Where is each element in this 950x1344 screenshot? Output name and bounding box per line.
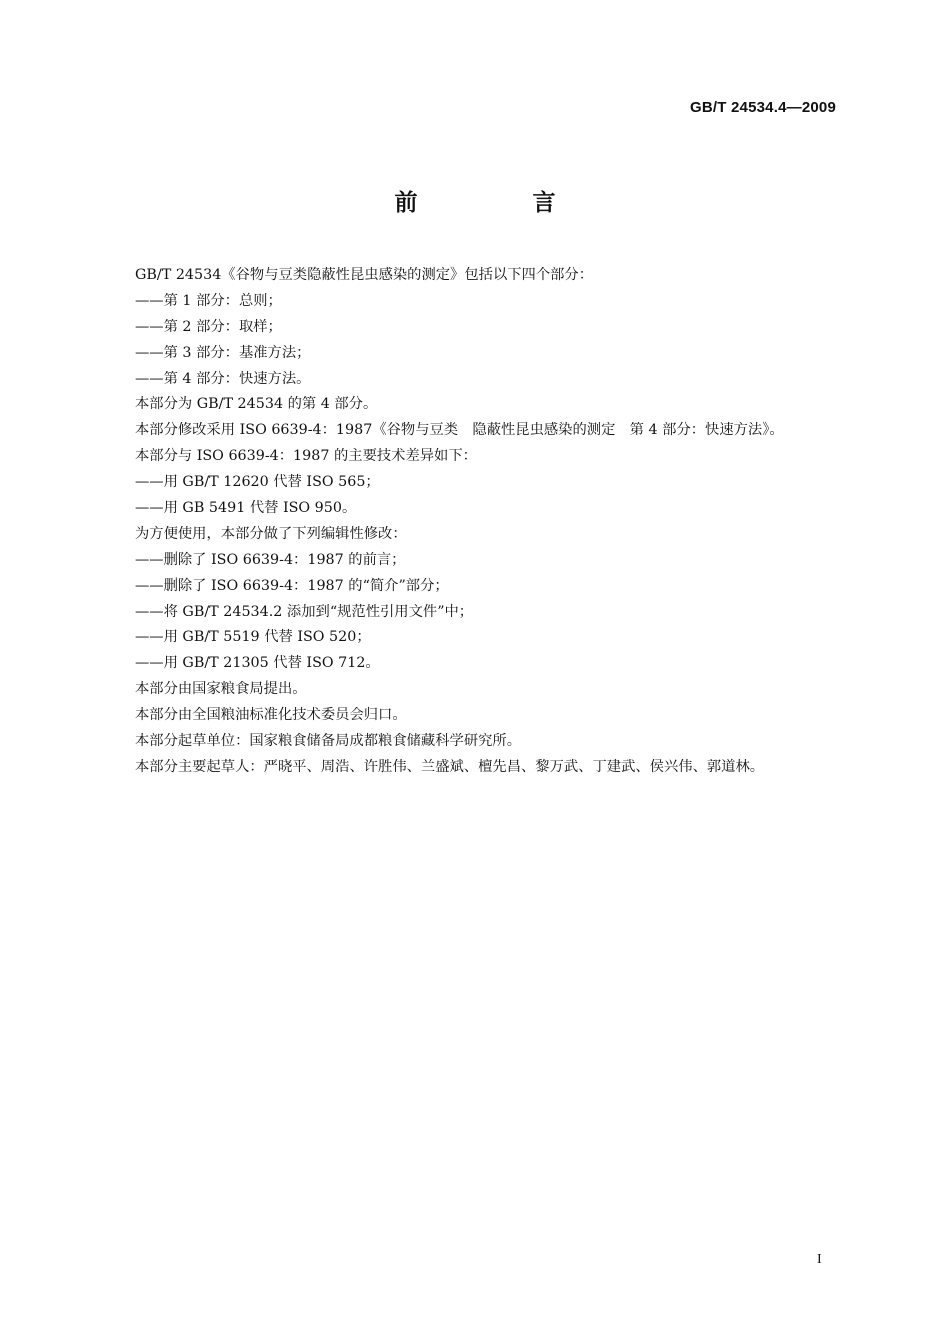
paragraph-line: 本部分起草单位：国家粮食储备局成都粮食储藏科学研究所。 — [135, 733, 522, 750]
list-item: ——用 GB/T 12620 代替 ISO 565； — [135, 474, 380, 491]
list-item: ——第 2 部分：取样； — [135, 318, 282, 335]
list-item: ——用 GB/T 21305 代替 ISO 712。 — [135, 655, 380, 672]
list-item: ——删除了 ISO 6639-4：1987 的前言； — [135, 551, 406, 568]
standard-number: GB/T 24534.4—2009 — [690, 99, 836, 116]
paragraph-line: GB/T 24534《谷物与豆类隐蔽性昆虫感染的测定》包括以下四个部分： — [135, 267, 594, 283]
paragraph-line: 本部分主要起草人：严晓平、周浩、许胜伟、兰盛斌、檀先昌、黎万武、丁建武、侯兴伟、郭道林。 — [135, 758, 765, 775]
paragraph-line: 为方便使用，本部分做了下列编辑性修改： — [135, 525, 407, 542]
list-item: ——第 1 部分：总则； — [135, 292, 282, 309]
paragraph-line: 本部分由全国粮油标准化技术委员会归口。 — [135, 707, 407, 724]
list-item: ——第 4 部分：快速方法。 — [135, 370, 311, 387]
paragraph-line: 本部分为 GB/T 24534 的第 4 部分。 — [135, 396, 378, 413]
list-item: ——第 3 部分：基准方法； — [135, 344, 311, 361]
list-item: ——将 GB/T 24534.2 添加到“规范性引用文件”中； — [135, 603, 474, 620]
page-number: I — [817, 1252, 822, 1267]
page-title: 前 言 — [394, 190, 602, 216]
paragraph-line: 本部分与 ISO 6639-4：1987 的主要技术差异如下： — [135, 448, 477, 465]
list-item: ——用 GB 5491 代替 ISO 950。 — [135, 500, 357, 517]
paragraph-line: 本部分修改采用 ISO 6639-4：1987《谷物与豆类 隐蔽性昆虫感染的测定 第 4 部分：快速方法》。 — [135, 422, 784, 439]
paragraph-line: 本部分由国家粮食局提出。 — [135, 681, 307, 698]
list-item: ——删除了 ISO 6639-4：1987 的“简介”部分； — [135, 577, 449, 594]
list-item: ——用 GB/T 5519 代替 ISO 520； — [135, 629, 371, 646]
foreword-body — [135, 263, 855, 781]
